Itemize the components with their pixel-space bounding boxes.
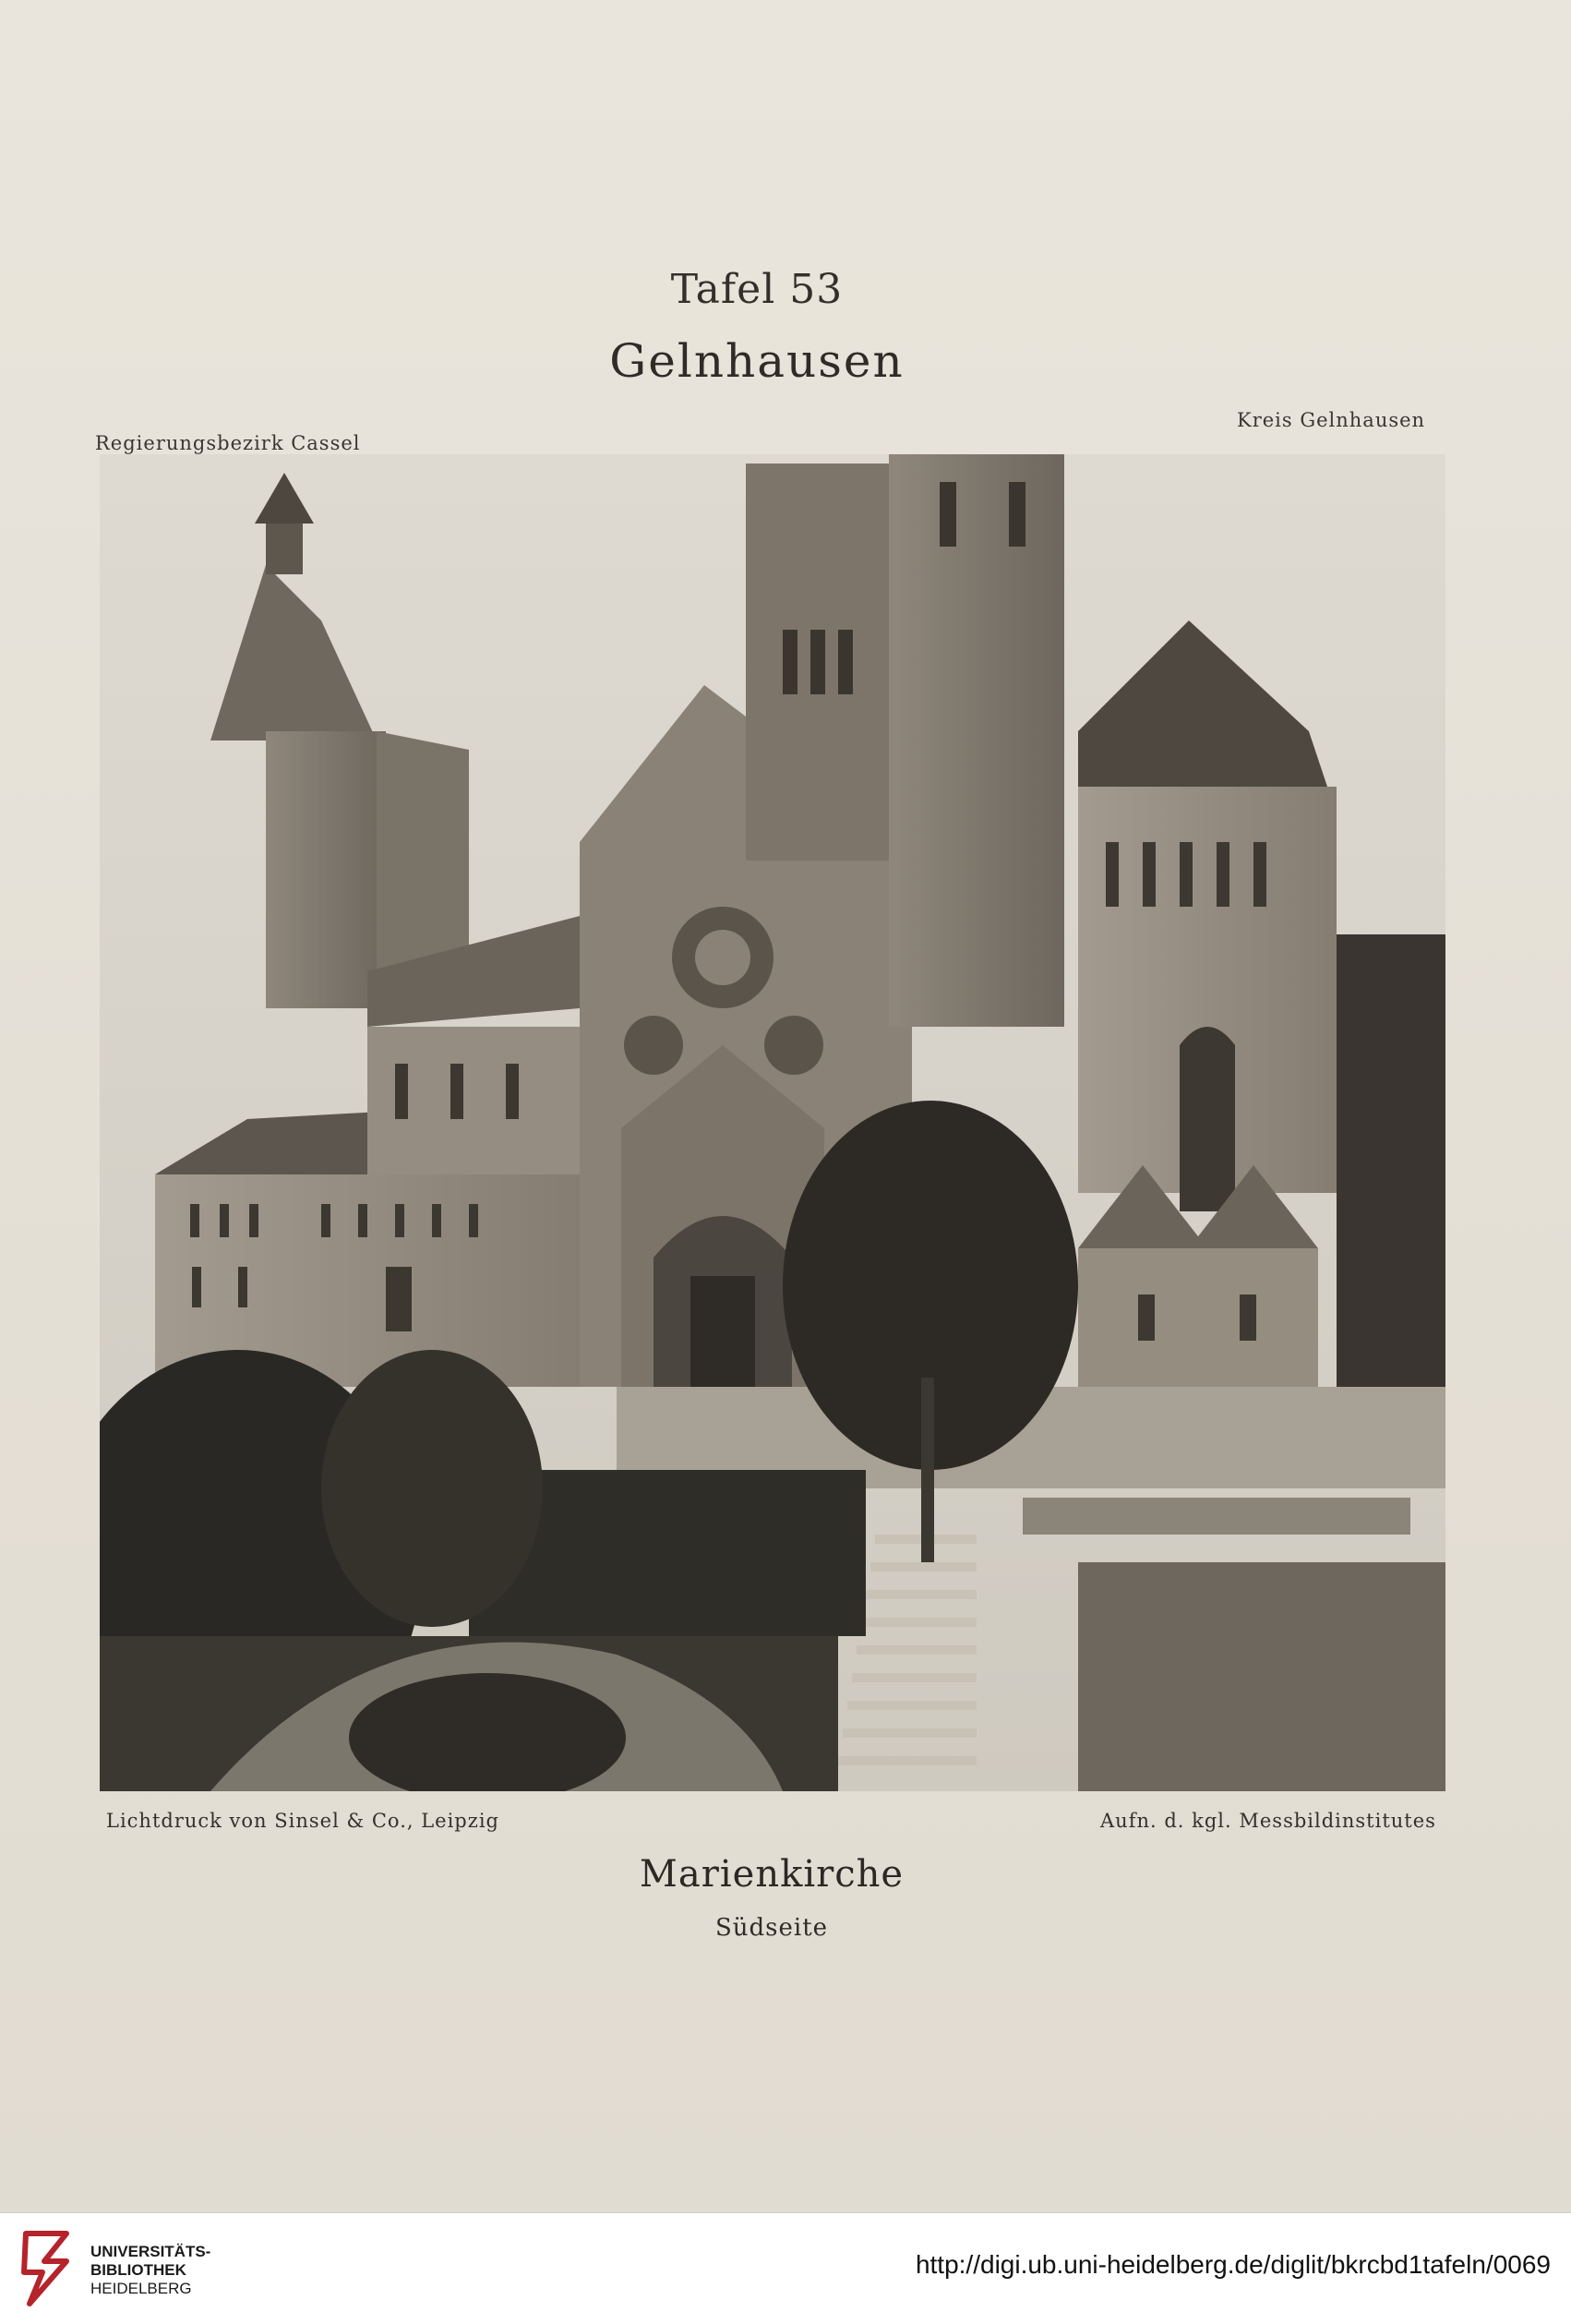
photo-credit: Aufn. d. kgl. Messbildinstitutes [1100, 1810, 1436, 1832]
printer-credit: Lichtdruck von Sinsel & Co., Leipzig [106, 1810, 499, 1832]
permalink-url[interactable]: http://digi.ub.uni-heidelberg.de/diglit/bkrcbd1tafeln/0069 [915, 2250, 1551, 2279]
district-label: Kreis Gelnhausen [1237, 409, 1426, 431]
library-name [90, 2243, 210, 2298]
library-name-line3: HEIDELBERG [90, 2280, 192, 2297]
caption-title: Marienkirche [639, 1853, 905, 1896]
plate-number: Tafel 53 [670, 266, 844, 313]
region-label: Regierungsbezirk Cassel [95, 432, 361, 454]
library-logo-icon[interactable] [17, 2224, 76, 2313]
church-photo-illustration [100, 454, 1445, 1791]
caption-subtitle: Südseite [714, 1914, 829, 1942]
library-name-line1: UNIVERSITÄTS- [90, 2243, 211, 2260]
place-title: Gelnhausen [609, 334, 905, 388]
church-photograph [100, 454, 1445, 1791]
library-name-line2: BIBLIOTHEK [90, 2261, 186, 2279]
viewer-footer [0, 2212, 1571, 2324]
